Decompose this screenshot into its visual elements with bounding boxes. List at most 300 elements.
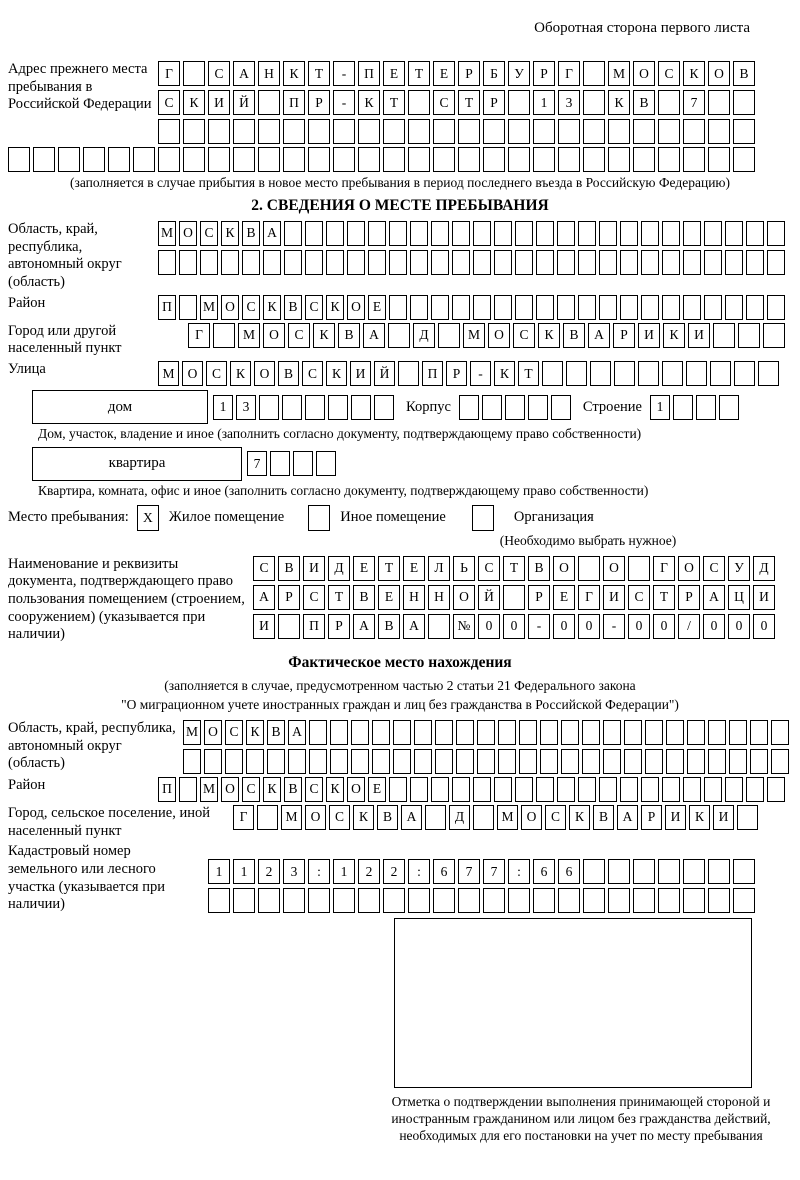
char-box (599, 250, 617, 275)
char-box (633, 147, 655, 172)
char-box (624, 720, 642, 745)
char-box (658, 859, 680, 884)
district-label: Район (8, 294, 46, 311)
char-box (183, 147, 205, 172)
char-box (347, 221, 365, 246)
char-box: Т (518, 361, 539, 386)
char-box (582, 720, 600, 745)
char-box (633, 119, 655, 144)
char-box (683, 888, 705, 913)
char-box (608, 147, 630, 172)
char-box (542, 361, 563, 386)
stay-type-checkbox-organization (472, 505, 494, 531)
char-box: В (633, 90, 655, 115)
char-box (536, 777, 554, 802)
char-box: Е (378, 585, 400, 610)
char-box: : (408, 859, 430, 884)
char-box: Р (483, 90, 505, 115)
char-box: О (263, 323, 285, 348)
char-box (483, 888, 505, 913)
char-box: И (350, 361, 371, 386)
char-box: Р (613, 323, 635, 348)
char-box (641, 295, 659, 320)
char-box: Ц (728, 585, 750, 610)
char-box: О (347, 295, 365, 320)
char-box: 2 (258, 859, 280, 884)
char-box (557, 250, 575, 275)
char-box: 7 (683, 90, 705, 115)
char-box: О (182, 361, 203, 386)
char-box (583, 119, 605, 144)
char-box: Д (449, 805, 470, 830)
char-box (767, 295, 785, 320)
char-box: К (689, 805, 710, 830)
char-box (316, 451, 336, 476)
char-box: В (338, 323, 360, 348)
char-box (658, 147, 680, 172)
char-box (305, 221, 323, 246)
actual-region-row-2 (183, 749, 789, 774)
char-box (414, 749, 432, 774)
char-box (438, 323, 460, 348)
actual-region-rows (183, 720, 789, 774)
char-box: О (488, 323, 510, 348)
char-box: Т (328, 585, 350, 610)
char-box: 0 (728, 614, 750, 639)
char-box (330, 720, 348, 745)
char-box: Р (308, 90, 330, 115)
char-box: 3 (236, 395, 256, 420)
city-label: Город или другой населенный пункт (8, 322, 122, 357)
char-box: К (263, 777, 281, 802)
char-box: - (470, 361, 491, 386)
char-box (620, 777, 638, 802)
char-box (515, 221, 533, 246)
char-box (666, 720, 684, 745)
char-box (528, 395, 548, 420)
char-box: Т (308, 61, 330, 86)
char-box: С (545, 805, 566, 830)
char-box (494, 221, 512, 246)
apartment-row (8, 447, 792, 481)
char-box (658, 888, 680, 913)
char-box (473, 805, 494, 830)
apartment-box: квартира (32, 447, 242, 481)
char-box (704, 221, 722, 246)
char-box: У (728, 556, 750, 581)
char-box: № (453, 614, 475, 639)
char-box (425, 805, 446, 830)
char-box: 7 (247, 451, 267, 476)
city-field (8, 323, 792, 358)
char-box (733, 888, 755, 913)
char-box (258, 147, 280, 172)
actual-region-field (8, 720, 792, 774)
char-box (284, 221, 302, 246)
actual-district-field (8, 777, 792, 802)
char-box (333, 147, 355, 172)
prev-address-row-2 (158, 90, 755, 115)
char-box (498, 749, 516, 774)
char-box: Н (258, 61, 280, 86)
char-box (561, 720, 579, 745)
char-box (208, 888, 230, 913)
char-box: С (242, 295, 260, 320)
actual-district-label: Район (8, 776, 46, 793)
char-box: Е (383, 61, 405, 86)
char-box (408, 119, 430, 144)
char-box: - (333, 90, 355, 115)
char-box: И (603, 585, 625, 610)
char-box (368, 221, 386, 246)
char-box: С (433, 90, 455, 115)
char-box: Й (374, 361, 395, 386)
char-box: К (494, 361, 515, 386)
char-box: С (513, 323, 535, 348)
char-box (158, 147, 180, 172)
char-box (708, 119, 730, 144)
char-box (308, 888, 330, 913)
char-box: 1 (333, 859, 355, 884)
char-box (200, 250, 218, 275)
char-box: С (206, 361, 227, 386)
char-box: А (233, 61, 255, 86)
char-box: О (521, 805, 542, 830)
header-note: Оборотная сторона первого листа (534, 20, 750, 36)
char-box: С (253, 556, 275, 581)
char-box (351, 720, 369, 745)
prev-address-note: (заполняется в случае прибытия в новое место пребывания в период последнего въезда в Российскую Федерацию) (69, 175, 731, 190)
char-box (452, 777, 470, 802)
prev-address-field (8, 61, 792, 144)
char-box: Т (408, 61, 430, 86)
char-box (503, 585, 525, 610)
char-box (383, 888, 405, 913)
char-box: К (663, 323, 685, 348)
document-label: Наименование и реквизиты документа, подтверждающего право пользования помещением (строением, сооружением) (указывается при наличии) (8, 555, 245, 643)
char-box: У (508, 61, 530, 86)
char-box: Р (446, 361, 467, 386)
prev-address-row-3 (158, 119, 755, 144)
char-box: Т (458, 90, 480, 115)
char-box: А (703, 585, 725, 610)
stamp-note: Отметка о подтверждении выполнения принимающей стороной и иностранным гражданином или лицом без гражданства действий, необходимых для его постановки на учет по месту пребывания (391, 1093, 771, 1144)
char-box: 0 (478, 614, 500, 639)
char-box (708, 147, 730, 172)
char-box (633, 859, 655, 884)
stay-type-checkbox-other (308, 505, 330, 531)
char-box: Р (533, 61, 555, 86)
char-box (583, 147, 605, 172)
char-box: О (633, 61, 655, 86)
char-box (246, 749, 264, 774)
korpus-label: Корпус (406, 398, 451, 415)
char-box (641, 777, 659, 802)
char-box (708, 888, 730, 913)
char-box (710, 361, 731, 386)
char-box: Г (653, 556, 675, 581)
document-row-1 (253, 556, 775, 581)
char-box: : (508, 859, 530, 884)
char-box (204, 749, 222, 774)
char-box: С (225, 720, 243, 745)
char-box (557, 295, 575, 320)
stay-type-option-other: Иное помещение (340, 509, 446, 526)
char-box: 0 (653, 614, 675, 639)
char-box (561, 749, 579, 774)
char-box: 0 (753, 614, 775, 639)
char-box (536, 250, 554, 275)
char-box (33, 147, 55, 172)
char-box (578, 556, 600, 581)
char-box (515, 295, 533, 320)
document-row-3 (253, 614, 775, 639)
char-box (683, 250, 701, 275)
char-box: Е (553, 585, 575, 610)
char-box: О (453, 585, 475, 610)
char-box: О (678, 556, 700, 581)
char-box: 1 (533, 90, 555, 115)
char-box: 1 (208, 859, 230, 884)
char-box (746, 250, 764, 275)
char-box: Е (368, 295, 386, 320)
char-box (763, 323, 785, 348)
char-box: Н (428, 585, 450, 610)
char-box (305, 395, 325, 420)
char-box (258, 90, 280, 115)
char-box (410, 221, 428, 246)
char-box (473, 250, 491, 275)
char-box (658, 90, 680, 115)
char-box (771, 749, 789, 774)
char-box: М (497, 805, 518, 830)
char-box (358, 888, 380, 913)
stay-type-option-organization: Организация (513, 509, 594, 526)
cadastral-field (8, 843, 792, 914)
char-box: В (353, 585, 375, 610)
char-box (578, 250, 596, 275)
char-box (641, 221, 659, 246)
char-box (533, 119, 555, 144)
char-box (408, 90, 430, 115)
char-box (738, 323, 760, 348)
char-box (309, 720, 327, 745)
char-box: В (377, 805, 398, 830)
char-box: М (158, 361, 179, 386)
char-box (428, 614, 450, 639)
char-box (410, 777, 428, 802)
char-box (578, 221, 596, 246)
char-box: П (283, 90, 305, 115)
char-box (708, 90, 730, 115)
char-box (283, 888, 305, 913)
char-box: М (200, 777, 218, 802)
char-box: К (358, 90, 380, 115)
char-box: Б (483, 61, 505, 86)
char-box (540, 720, 558, 745)
house-note: Дом, участок, владение и иное (заполнить согласно документу, подтверждающему право собственности) (38, 426, 642, 441)
char-box: К (313, 323, 335, 348)
char-box: К (263, 295, 281, 320)
char-box: В (284, 295, 302, 320)
char-box (284, 250, 302, 275)
char-box: Р (328, 614, 350, 639)
char-box (662, 777, 680, 802)
char-box (183, 119, 205, 144)
char-box (309, 749, 327, 774)
char-box: П (303, 614, 325, 639)
char-box: Г (158, 61, 180, 86)
char-box: К (683, 61, 705, 86)
char-box: К (283, 61, 305, 86)
char-box (435, 720, 453, 745)
char-box (687, 749, 705, 774)
city-row (188, 323, 785, 348)
char-box (374, 395, 394, 420)
char-box (583, 61, 605, 86)
actual-region-row-1 (183, 720, 789, 745)
char-box (368, 250, 386, 275)
char-box (620, 250, 638, 275)
char-box: В (378, 614, 400, 639)
char-box: С (158, 90, 180, 115)
char-box (746, 221, 764, 246)
actual-location-title: Фактическое место нахождения (288, 654, 512, 672)
char-box: К (183, 90, 205, 115)
char-box (283, 119, 305, 144)
char-box (583, 90, 605, 115)
char-box (683, 295, 701, 320)
char-box (551, 395, 571, 420)
char-box (459, 395, 479, 420)
stay-type-label: Место пребывания: (8, 509, 129, 526)
char-box (233, 147, 255, 172)
char-box: Р (641, 805, 662, 830)
stay-type-row (8, 505, 792, 531)
char-box (270, 451, 290, 476)
char-box (414, 720, 432, 745)
char-box (508, 888, 530, 913)
char-box: В (278, 556, 300, 581)
char-box: А (588, 323, 610, 348)
char-box: 0 (578, 614, 600, 639)
char-box (347, 250, 365, 275)
char-box: М (200, 295, 218, 320)
char-box: Т (653, 585, 675, 610)
char-box (645, 720, 663, 745)
char-box: И (713, 805, 734, 830)
char-box (58, 147, 80, 172)
char-box: А (263, 221, 281, 246)
char-box (746, 777, 764, 802)
char-box: : (308, 859, 330, 884)
char-box (733, 119, 755, 144)
char-box (388, 323, 410, 348)
char-box: О (221, 295, 239, 320)
char-box (599, 221, 617, 246)
char-box (158, 250, 176, 275)
char-box: С (302, 361, 323, 386)
char-box: 3 (558, 90, 580, 115)
char-box (179, 250, 197, 275)
char-box: Д (413, 323, 435, 348)
char-box (686, 361, 707, 386)
korpus-row (459, 395, 571, 420)
char-box (599, 777, 617, 802)
char-box (614, 361, 635, 386)
char-box: М (183, 720, 201, 745)
char-box (133, 147, 155, 172)
char-box (358, 147, 380, 172)
char-box: 1 (213, 395, 233, 420)
actual-location-note-2: "О миграционном учете иностранных граждан и лиц без гражданства в Российской Федерации") (121, 696, 679, 712)
char-box (608, 888, 630, 913)
char-box: Н (403, 585, 425, 610)
prev-address-row-4 (8, 147, 792, 172)
char-box (583, 859, 605, 884)
actual-region-label: Область, край, республика, автономный округ (область) (8, 719, 176, 772)
char-box: 7 (458, 859, 480, 884)
region-field (8, 221, 792, 292)
char-box: К (221, 221, 239, 246)
char-box: А (363, 323, 385, 348)
char-box (410, 295, 428, 320)
char-box (258, 119, 280, 144)
char-box: 0 (703, 614, 725, 639)
char-box (351, 749, 369, 774)
char-box (683, 859, 705, 884)
char-box (733, 147, 755, 172)
char-box (767, 777, 785, 802)
char-box (734, 361, 755, 386)
actual-city-label: Город, сельское поселение, иной населенный пункт (8, 804, 211, 839)
char-box: - (603, 614, 625, 639)
char-box: К (326, 361, 347, 386)
char-box (733, 90, 755, 115)
char-box (758, 361, 779, 386)
char-box (458, 888, 480, 913)
char-box: Д (753, 556, 775, 581)
house-row (8, 390, 792, 424)
char-box (620, 295, 638, 320)
char-box (208, 119, 230, 144)
char-box: А (353, 614, 375, 639)
char-box (221, 250, 239, 275)
char-box (257, 805, 278, 830)
char-box (638, 361, 659, 386)
char-box (242, 250, 260, 275)
char-box (603, 749, 621, 774)
char-box: П (358, 61, 380, 86)
char-box (179, 295, 197, 320)
char-box: С (628, 585, 650, 610)
char-box: С (200, 221, 218, 246)
char-box (431, 777, 449, 802)
char-box (498, 720, 516, 745)
char-box: А (401, 805, 422, 830)
char-box: П (158, 777, 176, 802)
char-box: О (254, 361, 275, 386)
char-box (578, 295, 596, 320)
char-box (258, 888, 280, 913)
char-box (408, 888, 430, 913)
char-box: - (528, 614, 550, 639)
char-box (458, 147, 480, 172)
district-field (8, 295, 792, 320)
char-box: М (158, 221, 176, 246)
char-box: М (281, 805, 302, 830)
char-box (515, 777, 533, 802)
